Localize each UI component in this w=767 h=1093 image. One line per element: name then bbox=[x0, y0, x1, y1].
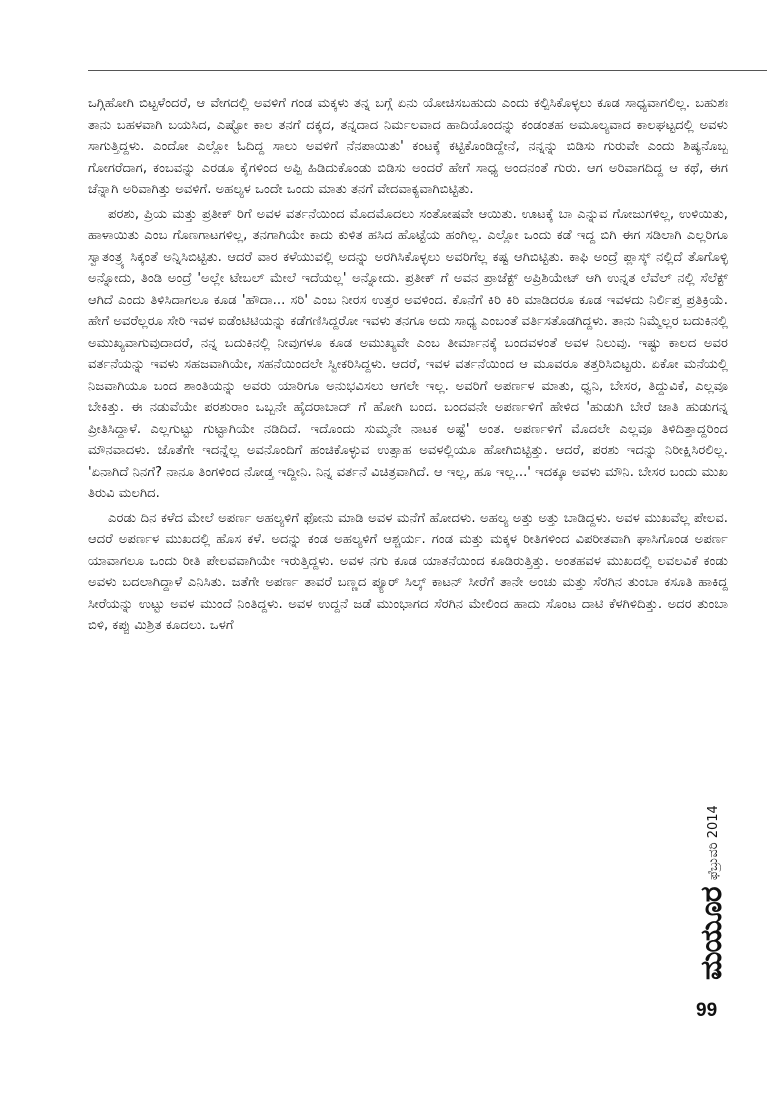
top-rule bbox=[88, 70, 767, 71]
magazine-logo: ಮಯೂರ bbox=[694, 887, 729, 980]
paragraph: ಒಗ್ಗಿಹೋಗಿ ಬಿಟ್ಟಳೆಂದರೆ, ಆ ವೇಗದಲ್ಲಿ ಅವಳಿಗೆ ಗಂಡ ಮಕ್ಕಳು ತನ್ನ ಬಗ್ಗೆ ಏನು ಯೋಚಿಸಬಹುದು ಎಂದು ಕಲ್ಪಿಸಿಕೊಳ್ಳಲು ಕೂಡ ಸಾಧ್ಯವಾಗಲಿಲ್ಲ. ಬಹುಶಃ ತಾನು ಬಹಳವಾಗಿ ಬಯಸಿದ, ಎಷ್ಟೋ ಕಾಲ ತನಗೆ ದಕ್ಕದ, ತನ್ನದಾದ ನಿರ್ಮಲವಾದ ಹಾದಿಯೊಂದನ್ನು ಕಂಡಂತಹ ಅಮೂಲ್ಯವಾದ ಕಾಲಘಟ್ಟದಲ್ಲಿ ಅವಳು ಸಾಗುತ್ತಿದ್ದಳು. ಎಂದೋ ಎಲ್ಲೋ ಓದಿದ್ದ ಸಾಲು ಅವಳಿಗೆ ನೆನಪಾಯಿತು' ಕಂಟಕ್ಕೆ ಕಟ್ಟಿಕೊಂಡಿದ್ದೇನೆ, ನನ್ನನ್ನು ಬಿಡಿಸು ಗುರುವೇ ಎಂದು ಶಿಷ್ಯನೊಬ್ಬ ಗೋಗರೆದಾಗ, ಕಂಬವನ್ನು ಎರಡೂ ಕೈಗಳಿಂದ ಅಪ್ಪಿ ಹಿಡಿದುಕೊಂಡು ಬಿಡಿಸು ಅಂದರೆ ಹೇಗೆ ಸಾಧ್ಯ ಅಂದನಂತೆ ಗುರು. ಆಗ ಅರಿವಾಗದಿದ್ದ ಆ ಕಥೆ, ಈಗ ಚೆನ್ನಾಗಿ ಅರಿವಾಗಿತ್ತು ಅವಳಿಗೆ. ಅಹಲ್ಯಳ ಒಂದೇ ಒಂದು ಮಾತು ತನಗೆ ವೇದವಾಕ್ಯವಾಗಿಬಿಟ್ಟಿತು. bbox=[88, 96, 728, 197]
paragraph: ಎರಡು ದಿನ ಕಳೆದ ಮೇಲೆ ಅಪರ್ಣ ಅಹಲ್ಯಳಿಗೆ ಫೋನು ಮಾಡಿ ಅವಳ ಮನೆಗೆ ಹೋದಳು. ಅಹಲ್ಯ ಅತ್ತು ಅತ್ತು ಬಾಡಿದ್ದಳು. ಅವಳ ಮುಖವೆಲ್ಲ ಪೇಲವ. ಆದರೆ ಅಪರ್ಣಳ ಮುಖದಲ್ಲಿ ಹೊಸ ಕಳೆ. ಅದನ್ನು ಕಂಡ ಅಹಲ್ಯಳಿಗೆ ಆಶ್ಚರ್ಯ. ಗಂಡ ಮತ್ತು ಮಕ್ಕಳ ರೀತಿಗಳಿಂದ ವಿಪರೀತವಾಗಿ ಘಾಸಿಗೊಂಡ ಅಪರ್ಣ ಯಾವಾಗಲೂ ಒಂದು ರೀತಿ ಪೇಲವವಾಗಿಯೇ ಇರುತ್ತಿದ್ದಳು. ಅವಳ ನಗು ಕೂಡ ಯಾತನೆಯಿಂದ ಕೂಡಿರುತ್ತಿತ್ತು. ಅಂತಹವಳ ಮುಖದಲ್ಲಿ ಲವಲವಿಕೆ ಕಂಡು ಅವಳು ಬದಲಾಗಿದ್ದಾಳೆ ಎನಿಸಿತು. ಜತೆಗೇ ಅಪರ್ಣ ತಾವರೆ ಬಣ್ಣದ ಪ್ಯೂರ್ ಸಿಲ್ಕ್ ಕಾಟನ್ ಸೀರೆಗೆ ತಾನೇ ಅಂಚು ಮತ್ತು ಸೆರಗಿನ ತುಂಬಾ ಕಸೂತಿ ಹಾಕಿದ್ದ ಸೀರೆಯನ್ನು ಉಟ್ಟು ಅವಳ ಮುಂದೆ ನಿಂತಿದ್ದಳು. ಅವಳ ಉದ್ದನೆ ಜಡೆ ಮುಂಭಾಗದ ಸೆರಗಿನ ಮೇಲಿಂದ ಹಾದು ಸೊಂಟ ದಾಟಿ ಕೆಳಗಿಳಿದಿತ್ತು. ಅದರ ತುಂಬಾ ಬಿಳಿ, ಕಪ್ಪು ಮಿಶ್ರಿತ ಕೂದಲು. ಒಳಗೆ bbox=[88, 510, 728, 633]
paragraph: ಪರಶು, ಪ್ರಿಯ ಮತ್ತು ಪ್ರತೀಕ್ ರಿಗೆ ಅವಳ ವರ್ತನೆಯಿಂದ ಮೊದಮೊದಲು ಸಂತೋಷವೇ ಆಯಿತು. ಊಟಕ್ಕೆ ಬಾ ಎನ್ನುವ ಗೋಜುಗಳಿಲ್ಲ, ಉಳಿಯಿತು, ಹಾಳಾಯಿತು ಎಂಬ ಗೊಣಗಾಟಗಳಿಲ್ಲ, ತನಗಾಗಿಯೇ ಕಾದು ಕುಳಿತ ಹಸಿದ ಹೊಟ್ಟೆಯ ಹಂಗಿಲ್ಲ. ಎಲ್ಲೋ ಒಂದು ಕಡೆ ಇದ್ದ ಬಿಗಿ ಈಗ ಸಡಿಲಾಗಿ ಎಲ್ಲರಿಗೂ ಸ್ವಾತಂತ್ರ್ಯ ಸಿಕ್ಕಂತೆ ಅನ್ನಿಸಿಬಿಟ್ಟಿತು. ಆದರೆ ವಾರ ಕಳೆಯುವಲ್ಲಿ ಅದನ್ನು ಅರಗಿಸಿಕೊಳ್ಳಲು ಅವರಿಗೆಲ್ಲ ಕಷ್ಟ ಆಗಿಬಿಟ್ಟಿತು. ಕಾಫಿ ಅಂದ್ರೆ ಪ್ಲಾಸ್ಕ್ ನಲ್ಲಿದೆ ತೊಗೊಳ್ಳಿ ಅನ್ನೋದು, ತಿಂಡಿ ಅಂದ್ರೆ 'ಅಲ್ಲೇ ಟೇಬಲ್ ಮೇಲೆ ಇದೆಯಲ್ಲ' ಅನ್ನೋದು. ಪ್ರತೀಕ್ ಗೆ ಅವನ ಪ್ರಾಜೆಕ್ಟ್ ಅಪ್ರಿಶಿಯೇಟ್ ಆಗಿ ಉನ್ನತ ಲೆವೆಲ್ ನಲ್ಲಿ ಸೆಲೆಕ್ಟ್ ಆಗಿದೆ ಎಂದು ತಿಳಿಸಿದಾಗಲೂ ಕೂಡ 'ಹೌದಾ... ಸರಿ' ಎಂಬ ನೀರಸ ಉತ್ತರ ಅವಳಿಂದ. ಕೊನೆಗೆ ಕಿರಿ ಕಿರಿ ಮಾಡಿದರೂ ಕೂಡ ಇವಳದು ನಿರ್ಲಿಪ್ತ ಪ್ರತಿಕ್ರಿಯೆ. ಹೇಗೆ ಅವರೆಲ್ಲರೂ ಸೇರಿ ಇವಳ ಐಡೆಂಟಿಟಿಯನ್ನು ಕಡೆಗಣಿಸಿದ್ದರೋ ಇವಳು ತನಗೂ ಅದು ಸಾಧ್ಯ ಎಂಬಂತೆ ವರ್ತಿಸತೊಡಗಿದ್ದಳು. ತಾನು ನಿಮ್ಮೆಲ್ಲರ ಬದುಕಿನಲ್ಲಿ ಅಮುಖ್ಯವಾಗುವುದಾದರೆ, ನನ್ನ ಬದುಕಿನಲ್ಲಿ ನೀವುಗಳೂ ಕೂಡ ಅಮುಖ್ಯವೇ ಎಂಬ ತೀರ್ಮಾನಕ್ಕೆ ಬಂದವಳಂತೆ ಅವಳ ನಿಲುವು. ಇಷ್ಟು ಕಾಲದ ಅವರ ವರ್ತನೆಯನ್ನು ಇವಳು ಸಹಜವಾಗಿಯೇ, ಸಹನೆಯಿಂದಲೇ ಸ್ವೀಕರಿಸಿದ್ದಳು. ಆದರೆ, ಇವಳ ವರ್ತನೆಯಿಂದ ಆ ಮೂವರೂ ತತ್ತರಿಸಿಬಿಟ್ಟರು. ಏಕೋ ಮನೆಯಲ್ಲಿ ನಿಜವಾಗಿಯೂ ಬಂದ ಶಾಂತಿಯನ್ನು ಅವರು ಯಾರಿಗೂ ಅನುಭವಿಸಲು ಆಗಲೇ ಇಲ್ಲ. ಅವರಿಗೆ ಅಪರ್ಣಳ ಮಾತು, ಧ್ವನಿ, ಬೇಸರ, ತಿದ್ದುವಿಕೆ, ಎಲ್ಲವೂ ಬೇಕಿತ್ತು. ಈ ನಡುವೆಯೇ ಪರಶುರಾಂ ಒಬ್ಬನೇ ಹೈದರಾಬಾದ್ ಗೆ ಹೋಗಿ ಬಂದ. ಬಂದವನೇ ಅಪರ್ಣಳಿಗೆ ಹೇಳಿದ 'ಹುಡುಗಿ ಬೇರೆ ಜಾತಿ ಹುಡುಗನ್ನ ಪ್ರೀತಿಸಿದ್ದಾಳೆ. ಎಲ್ಲಗುಟ್ಟು ಗುಟ್ಟಾಗಿಯೇ ನಡಿದಿದೆ. ಇದೊಂದು ಸುಮ್ಮನೇ ನಾಟಕ ಅಷ್ಟೆ' ಅಂತ. ಅಪರ್ಣಳಿಗೆ ಮೊದಲೇ ಎಲ್ಲವೂ ತಿಳಿದಿತ್ತಾದ್ದರಿಂದ ಮೌನವಾದಳು. ಜೊತೆಗೇ ಇದನ್ನೆಲ್ಲ ಅವನೊಂದಿಗೆ ಹಂಚಿಕೊಳ್ಳುವ ಉತ್ಸಾಹ ಅವಳಲ್ಲಿಯೂ ಹೋಗಿಬಿಟ್ಟಿತ್ತು. ಆದರೆ, ಪರಶು ಇದನ್ನು ನಿರೀಕ್ಷಿಸಿರಲಿಲ್ಲ. 'ಏನಾಗಿದೆ ನಿನಗೆ? ನಾನೂ ತಿಂಗಳಿಂದ ನೋಡ್ತ ಇದ್ದೀನಿ. ನಿನ್ನ ವರ್ತನೆ ವಿಚಿತ್ರವಾಗಿದೆ. ಆ ಇಲ್ಲ, ಹೂ ಇಲ್ಲ...' ಇದಕ್ಕೂ ಅವಳು ಮೌನಿ. ಬೇಸರ ಬಂದು ಮುಖ ತಿರುವಿ ಮಲಗಿದ. bbox=[88, 206, 728, 501]
magazine-sidebar bbox=[690, 790, 740, 990]
issue-date: ಫೆಬ್ರುವರಿ 2014 bbox=[706, 805, 721, 880]
article-body bbox=[88, 93, 728, 640]
page-number: 99 bbox=[696, 1000, 718, 1021]
